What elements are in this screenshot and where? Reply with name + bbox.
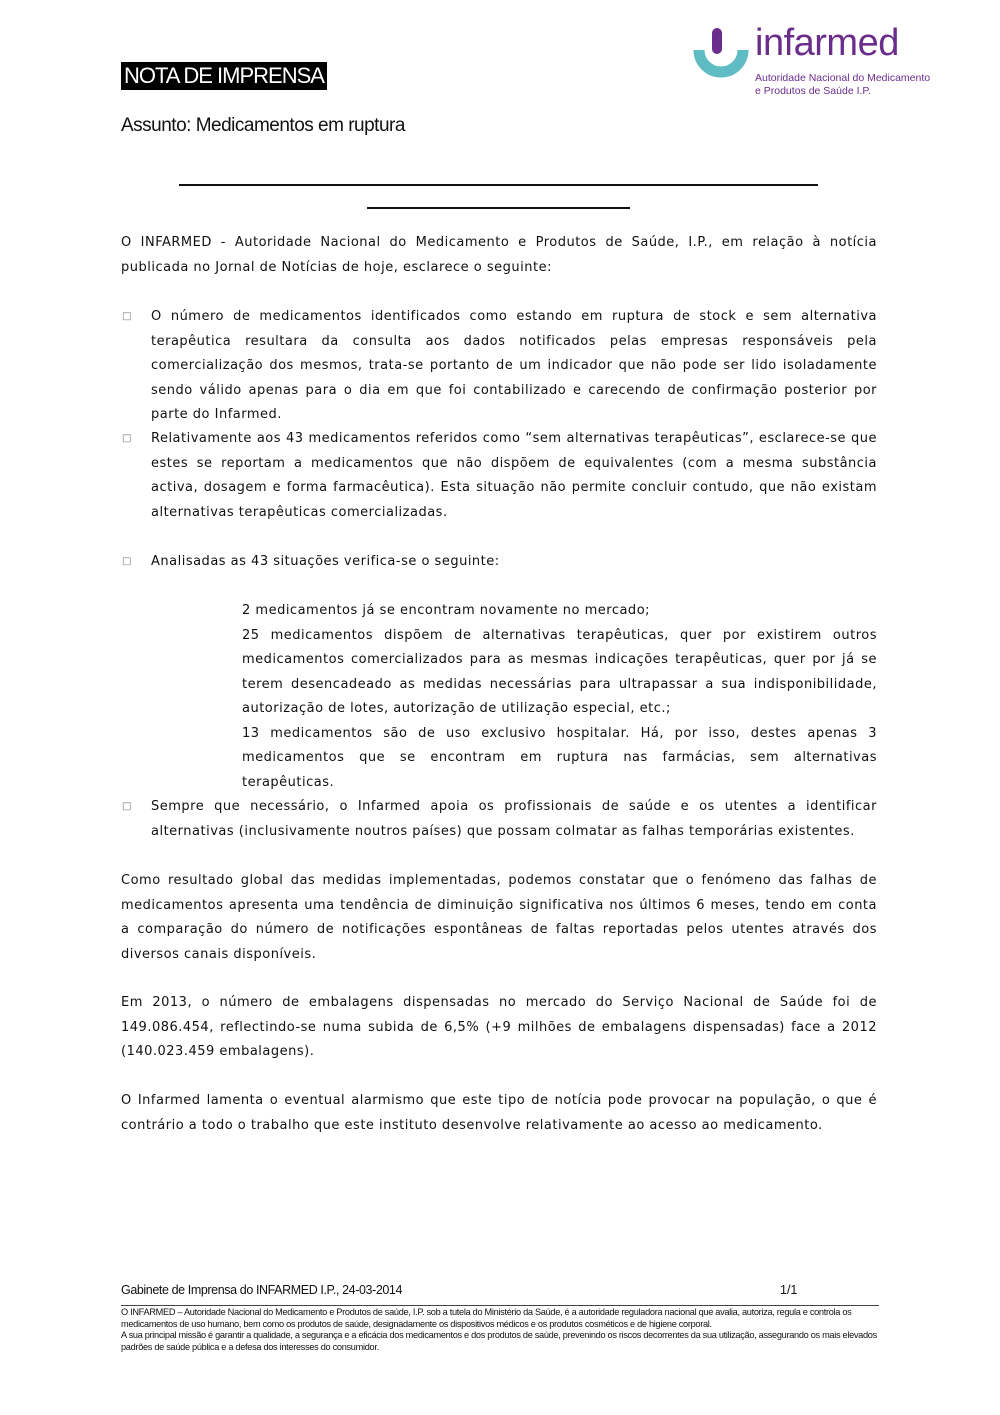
sub-item: 25 medicamentos dispõem de alternativas terapêuticas, quer por existirem outros medicamentos comercializados para as mesmas indicações terapêuticas, quer por já se terem desencadeado as medidas necessárias para ultrapassar a sua indisponibilidade, autorização de lotes, autorização de utilização especial, etc.; [242,627,877,716]
footer-disclaimer [121,1307,879,1353]
sub-item: 2 medicamentos já se encontram novamente no mercado; [242,603,651,618]
header-divider-long [179,184,818,186]
infarmed-logo [693,22,931,106]
logo-wordmark: infarmed [755,22,899,64]
body-paragraph: O Infarmed lamenta o eventual alarmismo que este tipo de notícia pode provocar na população, o que é contrário a todo o trabalho que este instituto desenvolve relativamente ao acesso ao medicamento. [121,1093,877,1133]
intro-paragraph: O INFARMED - Autoridade Nacional do Medicamento e Produtos de Saúde, I.P., em relação à notícia publicada no Jornal de Notícias de hoje, esclarece o seguinte: [121,235,877,275]
page-number: 1/1 [780,1283,798,1297]
body-paragraph: Em 2013, o número de embalagens dispensadas no mercado do Serviço Nacional de Saúde foi de 149.086.454, reflectindo-se numa subida de 6,5% (+9 milhões de embalagens dispensadas) face a 2012 (140.023.459 embalagens). [121,995,877,1059]
body-paragraph: Como resultado global das medidas implementadas, podemos constatar que o fenómeno das falhas de medicamentos apresenta uma tendência de diminuição significativa nos últimos 6 meses, tendo em conta a comparação do número de notificações espontâneas de faltas reportadas pelos utentes através dos diversos canais disponíveis. [121,873,877,962]
footer-press-office: Gabinete de Imprensa do INFARMED I.P., 24-03-2014 [121,1283,403,1297]
bullet-item: Relativamente aos 43 medicamentos referidos como “sem alternativas terapêuticas”, esclarece-se que estes se reportam a medicamentos que não dispõem de equivalentes (com a mesma substância activa, dosagem e forma farmacêutica). Esta situação não permite concluir contudo, que não existam alternativas terapêuticas comercializadas. [151,431,877,520]
sub-item: 13 medicamentos são de uso exclusivo hospitalar. Há, por isso, destes apenas 3 medicamentos que se encontram em ruptura nas farmácias, sem alternativas terapêuticas. [242,725,877,790]
document-title: NOTA DE IMPRENSA [121,62,327,90]
logo-tagline-1: Autoridade Nacional do Medicamento [755,72,931,84]
bullet-item: Sempre que necessário, o Infarmed apoia os profissionais de saúde e os utentes a identificar alternativas (inclusivamente noutros países) que possam colmatar as falhas temporárias existentes. [151,799,877,839]
sub-item-list [242,599,877,795]
footer-divider [121,1305,879,1306]
checkbox-bullet-icon: □ [122,433,132,444]
bullet-item: Analisadas as 43 situações verifica-se o seguinte: [151,554,500,569]
checkbox-bullet-icon: □ [122,801,132,812]
header-divider-short [367,207,630,209]
disclaimer-line: A sua principal missão é garantir a qualidade, a segurança e a eficácia dos medicamentos e dos produtos de saúde, prevenindo os riscos decorrentes da sua utilização, assegurando os mais elevados padrões de saúde pública e a defesa dos interesses do consumidor. [121,1330,877,1352]
checkbox-bullet-icon: □ [122,556,132,567]
checkbox-bullet-icon: □ [122,311,132,322]
document-subject: Assunto: Medicamentos em ruptura [121,115,405,136]
disclaimer-line: O INFARMED – Autoridade Nacional do Medicamento e Produtos de saúde, I.P. sob a tutela do Ministério da Saúde, é a autoridade reguladora nacional que avalia, autoriza, regula e controla os medicamentos de uso humano, bem como os produtos de saúde, designadamente os dispositivos médicos e os produtos cosméticos e de higiene corporal. [121,1307,852,1329]
bullet-item: O número de medicamentos identificados como estando em ruptura de stock e sem alternativa terapêutica resultara da consulta aos dados notificados pelas empresas responsáveis pela comercialização dos mesmos, trata-se portanto de um indicador que não pode ser lido isoladamente sendo válido apenas para o dia em que foi contabilizado e carecendo de confirmação posterior por parte do Infarmed. [151,309,877,422]
logo-tagline-2: e Produtos de Saúde I.P. [755,85,871,97]
infarmed-logo-icon [693,26,749,86]
